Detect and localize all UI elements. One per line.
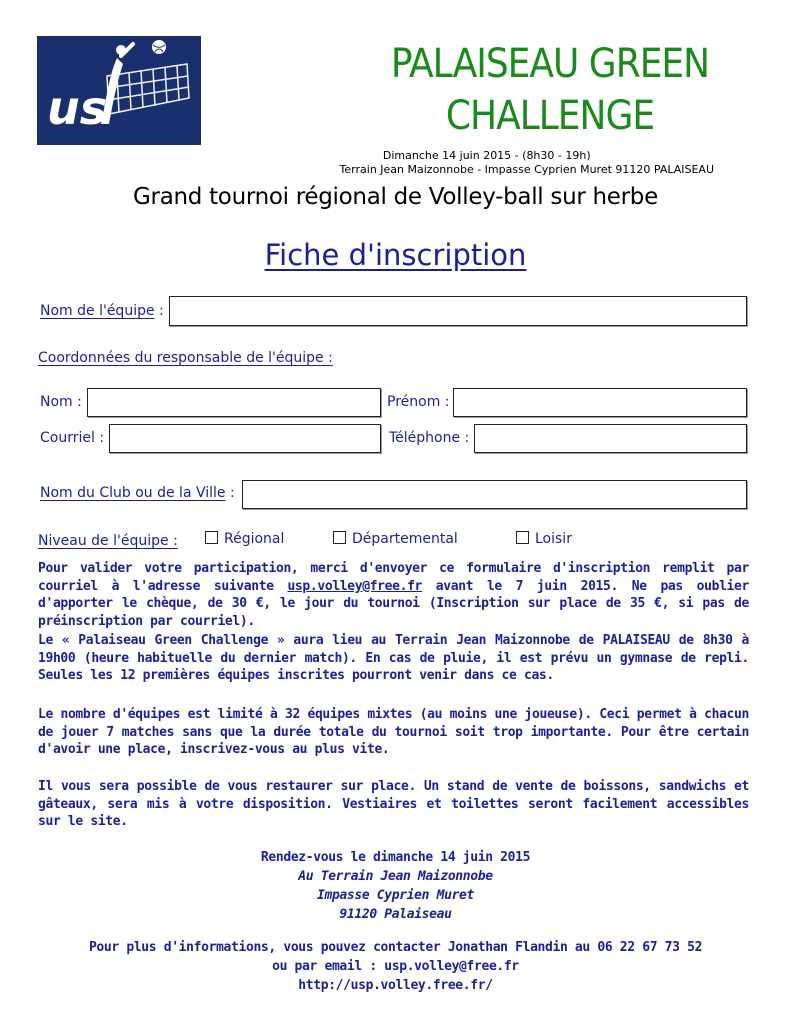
- nom-label: Nom :: [40, 394, 82, 410]
- form-title-text: Fiche d'inscription: [264, 238, 527, 272]
- club-logo: [37, 36, 201, 145]
- paragraph-food: Il vous sera possible de vous restaurer sur place. Un stand de vente de boissons, sandwichs et gâteaux, sera mis à votre disposition. Vestiaires et toilettes seront facilement accessibles sur le site.: [38, 779, 749, 829]
- team-name-label: [40, 302, 164, 320]
- paragraph-registration: [38, 560, 749, 630]
- website-link[interactable]: http://usp.volley.free.fr/: [298, 978, 493, 993]
- prenom-input[interactable]: [453, 388, 747, 417]
- checkbox-icon[interactable]: [516, 531, 529, 544]
- form-title: [0, 236, 791, 274]
- team-name-colon: :: [154, 303, 164, 319]
- level-label-text: Niveau de l'équipe :: [38, 533, 178, 549]
- nom-input[interactable]: [87, 388, 381, 417]
- rendezvous-line: Impasse Cyprien Muret: [316, 888, 474, 903]
- club-label: [40, 484, 235, 502]
- level-option-label: Départemental: [352, 531, 458, 547]
- club-input[interactable]: [242, 480, 747, 509]
- event-place: Terrain Jean Maizonnobe - Impasse Cyprien Muret 91120 PALAISEAU: [339, 163, 714, 176]
- event-info: [340, 149, 714, 177]
- contact-info-line: Pour plus d'informations, vous pouvez contacter Jonathan Flandin au 06 22 67 73 52: [88, 940, 703, 955]
- team-name-input[interactable]: [169, 296, 747, 326]
- event-subtitle: Grand tournoi régional de Volley-ball sur herbe: [133, 184, 658, 210]
- event-date: Dimanche 14 juin 2015 - (8h30 - 19h): [382, 149, 591, 162]
- paragraph-location: Le « Palaiseau Green Challenge » aura lieu au Terrain Jean Maizonnobe de PALAISEAU de 8h30 à 19h00 (heure habituelle du dernier match). En cas de pluie, il est prévu un gymnase de repli. Seules les 12 premières équipes inscrites pourront venir dans ce cas.: [38, 633, 749, 683]
- volleyball-logo-icon: [37, 36, 201, 145]
- telephone-input[interactable]: [474, 424, 747, 453]
- paragraph-text: avant le 7 juin 2015. Ne pas oublier d'apporter le chèque, de 30 €, le jour du tournoi (Inscription sur place de 35 €, si pas de préinscription par courriel).: [38, 578, 749, 629]
- event-title-line1: PALAISEAU GREEN: [390, 41, 710, 87]
- contact-heading: [38, 349, 333, 367]
- rendezvous-line: 91120 Palaiseau: [339, 907, 452, 922]
- checkbox-icon[interactable]: [333, 531, 346, 544]
- level-option-loisir[interactable]: [516, 530, 572, 548]
- level-option-label: Loisir: [535, 531, 572, 547]
- level-option-departemental[interactable]: [333, 530, 458, 548]
- paragraph-text: Pour valider votre participation, merci d'envoyer ce formulaire d'inscription remplit par courriel à l'adresse suivante: [38, 561, 749, 594]
- prenom-label: Prénom :: [387, 394, 450, 410]
- level-label: [38, 532, 178, 550]
- level-option-label: Régional: [224, 531, 285, 547]
- rendezvous-line: Rendez-vous le dimanche 14 juin 2015: [260, 850, 531, 865]
- courriel-label: Courriel :: [40, 430, 105, 446]
- checkbox-icon[interactable]: [205, 531, 218, 544]
- email-link[interactable]: usp.volley@free.fr: [287, 578, 423, 594]
- level-option-regional[interactable]: [205, 530, 284, 548]
- club-label-text: Nom du Club ou de la Ville: [40, 485, 226, 501]
- rendezvous-line: Au Terrain Jean Maizonnobe: [298, 869, 493, 884]
- contact-info-block: [0, 938, 791, 995]
- paragraph-teams: Le nombre d'équipes est limité à 32 équipes mixtes (au moins une joueuse). Ceci permet à chacun de jouer 7 matches sans que la durée totale du tournoi soit trop importante. Pour être certain d'avoir une place, inscrivez-vous au plus vite.: [38, 707, 749, 757]
- team-name-label-text: Nom de l'équipe: [40, 303, 155, 319]
- event-title-line2: CHALLENGE: [445, 93, 655, 139]
- telephone-label: Téléphone :: [389, 430, 470, 446]
- courriel-input[interactable]: [109, 424, 381, 453]
- rendezvous-block: [0, 848, 791, 924]
- contact-email-line[interactable]: ou par email : usp.volley@free.fr: [272, 959, 519, 974]
- club-colon: :: [225, 485, 235, 501]
- contact-heading-text: Coordonnées du responsable de l'équipe :: [38, 350, 333, 366]
- svg-text:us: us: [47, 81, 108, 135]
